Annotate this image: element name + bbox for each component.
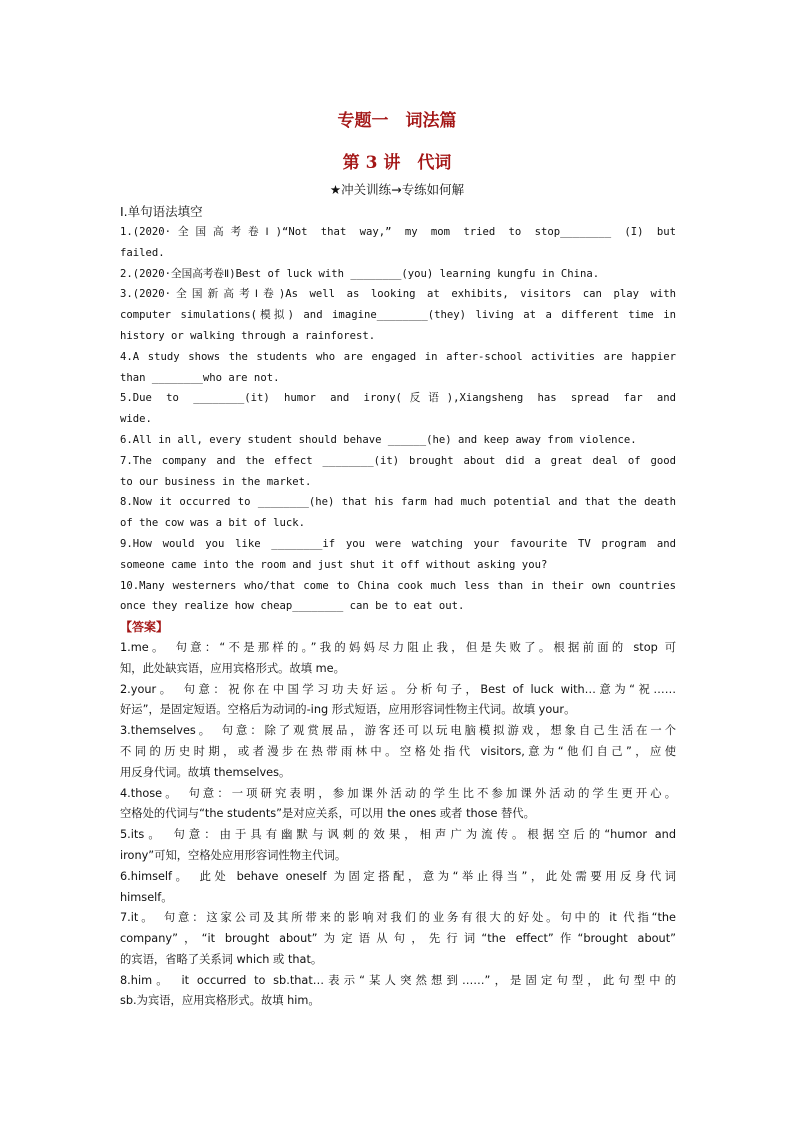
question-line: 9.How would you like ________if you were watching your favourite TV program and	[120, 537, 676, 550]
answer-line: 6.himself。 此处 behave oneself 为固定搭配，意为“举止得当”，此处需要用反身代词	[120, 869, 676, 883]
answer-1	[120, 638, 676, 680]
question-line: 10.Many westerners who/that come to China cook much less than in their own countries	[120, 579, 676, 592]
question-2	[120, 264, 676, 285]
question-3	[120, 284, 676, 346]
answer-line: 5.its。 句意：由于具有幽默与讽刺的效果，相声广为流传。根据空后的“humor and	[120, 828, 676, 842]
section-title: Ⅰ.单句语法填空	[120, 204, 203, 219]
question-10	[120, 576, 676, 618]
answer-line: irony”可知，空格处应用形容词性物主代词。	[120, 848, 347, 862]
answer-4	[120, 784, 676, 826]
question-5	[120, 388, 676, 430]
question-line: computer simulations(模拟) and imagine________(they) living at a different time in	[120, 309, 676, 322]
question-line: to our business in the market.	[120, 475, 312, 488]
answer-3	[120, 721, 676, 783]
answer-line: 用反身代词。故填 themselves。	[120, 765, 291, 779]
question-line: 2.(2020·全国高考卷Ⅱ)Best of luck with ________(you) learning kungfu in China.	[120, 267, 600, 280]
question-line: once they realize how cheap________ can be to eat out.	[120, 600, 465, 613]
question-line: 7.The company and the effect ________(it) brought about did a great deal of good	[120, 454, 676, 467]
question-line: 8.Now it occurred to ________(he) that his farm had much potential and that the death	[120, 496, 676, 509]
question-line: wide.	[120, 413, 152, 426]
answer-line: 7.it。 句意：这家公司及其所带来的影响对我们的业务有很大的好处。句中的 it 代指“the	[120, 911, 676, 925]
question-line: 1.(2020·全国高考卷Ⅰ)“Not that way,” my mom tried to stop________ (I) but	[120, 226, 676, 238]
answer-line: 不同的历史时期，或者漫步在热带雨林中。空格处指代 visitors,意为“他们自己”，应使	[120, 744, 676, 758]
question-line: failed.	[120, 246, 165, 259]
answer-line: 知，此处缺宾语，应用宾格形式。故填 me。	[120, 661, 345, 675]
question-line: someone came into the room and just shut it off without asking you?	[120, 558, 548, 571]
question-line: than ________who are not.	[120, 371, 280, 384]
question-6	[120, 430, 676, 451]
answer-line: 3.themselves。 句意：除了观赏展品，游客还可以玩电脑模拟游戏，想象自己生活在一个	[120, 724, 676, 738]
answer-line: sb.为宾语，应用宾格形式。故填 him。	[120, 994, 320, 1008]
question-line: 5.Due to ________(it) humor and irony(反语),Xiangsheng has spread far and	[120, 392, 676, 405]
question-line: of the cow was a bit of luck.	[120, 517, 305, 530]
question-1	[120, 222, 676, 264]
answer-line: himself。	[120, 890, 173, 904]
answer-line: 的宾语，省略了关系词 which 或 that。	[120, 952, 323, 966]
answer-heading: 【答案】	[120, 620, 169, 635]
question-line: 6.All in all, every student should behave ______(he) and keep away from violence.	[120, 433, 637, 446]
answer-line: 8.him。 it occurred to sb.that…表示“某人突然想到……”，是固定句型，此句型中的	[120, 973, 676, 987]
answer-line: 好运”，是固定短语。空格后为动词的-ing 形式短语，应用形容词性物主代词。故填 your。	[120, 703, 576, 717]
answer-line: 2.your。 句意：祝你在中国学习功夫好运。分析句子，Best of luck with…意为“祝……	[120, 682, 676, 696]
answer-5	[120, 825, 676, 867]
question-line: 3.(2020·全国新高考Ⅰ卷)As well as looking at exhibits, visitors can play with	[120, 288, 676, 301]
question-7	[120, 451, 676, 493]
question-4	[120, 347, 676, 389]
subtitle: ★冲关训练→专练如何解	[329, 182, 465, 197]
question-line: history or walking through a rainforest.	[120, 329, 376, 342]
answer-line: 1.me。 句意：“不是那样的。”我的妈妈尽力阻止我，但是失败了。根据前面的 stop 可	[120, 640, 676, 654]
question-8	[120, 492, 676, 534]
answer-line: 4.those。 句意：一项研究表明，参加课外活动的学生比不参加课外活动的学生更开心。	[120, 786, 676, 800]
answer-line: 空格处的代词与“the students”是对应关系，可以用 the ones 或者 those 替代。	[120, 807, 535, 821]
answer-8	[120, 971, 676, 1013]
topic-title: 专题一 词法篇	[337, 111, 457, 131]
content-body	[120, 222, 676, 1012]
lecture-title: 第 3 讲 代词	[342, 153, 452, 173]
answer-7	[120, 908, 676, 970]
answer-line: company”，“it brought about”为定语从句，先行词“the effect”作“brought about”	[120, 932, 676, 946]
answer-6	[120, 867, 676, 909]
answer-2	[120, 680, 676, 722]
question-line: 4.A study shows the students who are engaged in after-school activities are happier	[120, 350, 676, 363]
question-9	[120, 534, 676, 576]
